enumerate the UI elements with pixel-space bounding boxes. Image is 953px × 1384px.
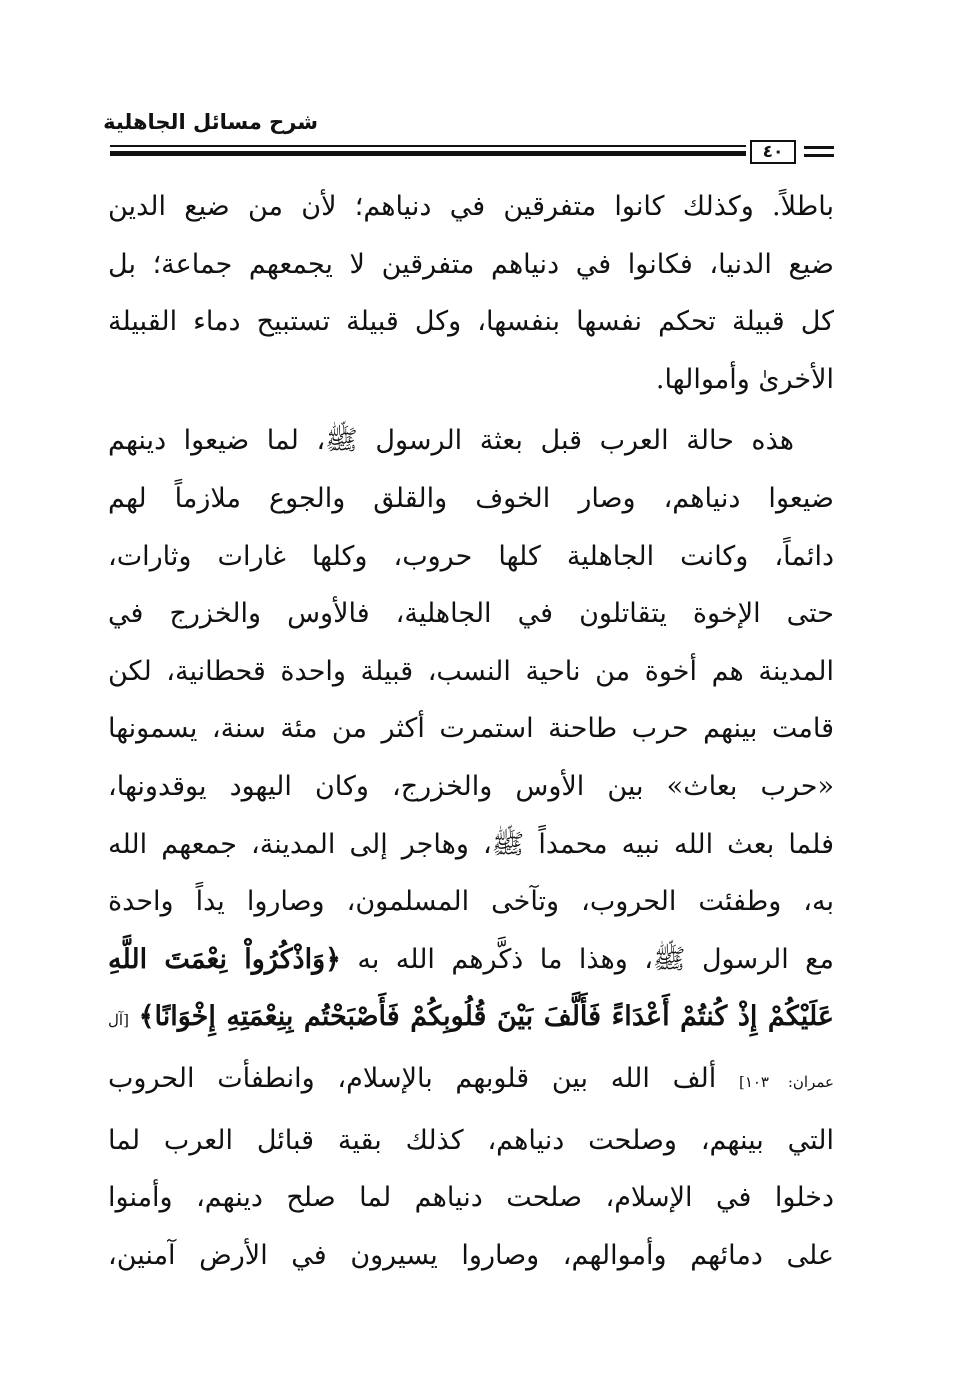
quran-verse-part-1: ﴿وَاذْكُرُواْ نِعْمَتَ اللَّهِ [108, 943, 341, 975]
text-line: التي بينهم، وصلحت دنياهم، كذلك بقية قبائل العرب لما [108, 1124, 834, 1156]
text-line: فلما بعث الله نبيه محمداً ﷺ، وهاجر إلى المدينة، جمعهم الله [108, 828, 834, 860]
page-header [103, 102, 840, 170]
text-line: باطلاً. وكذلك كانوا متفرقين في دنياهم؛ لأن من ضيع الدين [108, 191, 834, 222]
text-line: هذه حالة العرب قبل بعثة الرسول ﷺ، لما ضيعوا دينهم [108, 425, 794, 457]
text-line [108, 988, 834, 1050]
header-rule-thick [110, 151, 746, 156]
quran-verse-part-2: عَلَيْكُمْ إِذْ كُنتُمْ أَعْدَاءً فَأَلَّفَ بَيْنَ قُلُوبِكُمْ فَأَصْبَحْتُم بِنِعْمَتِهِ إِخْوَانًا﴾ [138, 1001, 834, 1033]
text-line: ضيع الدنيا، فكانوا في دنياهم متفرقين لا يجمعهم جماعة؛ بل [108, 248, 834, 280]
page-number: ٤٠ [750, 140, 796, 164]
paragraph-1 [108, 178, 834, 408]
text-line: كل قبيلة تحكم نفسها بنفسها، وكل قبيلة تستبيح دماء القبيلة [108, 306, 834, 338]
text-line: قامت بينهم حرب طاحنة استمرت أكثر من مئة سنة، يسمونها [108, 713, 834, 745]
header-dash-top [804, 146, 834, 149]
text-line [108, 1050, 834, 1112]
line-10-prefix: مع الرسول ﷺ، وهذا ما ذكَّرهم الله به [357, 943, 835, 975]
running-title: شرح مسائل الجاهلية [103, 110, 318, 134]
paragraph-2 [108, 412, 834, 1284]
text-line: «حرب بعاث» بين الأوس والخزرج، وكان اليهود يوقدونها، [108, 770, 834, 802]
text-line: الأخرىٰ وأموالها. [655, 363, 834, 395]
verse-reference-part-1: [آل [108, 1011, 129, 1030]
text-line: على دمائهم وأموالهم، وصاروا يسيرون في الأرض آمنين، [108, 1239, 834, 1271]
verse-reference-part-2: عمران: ١٠٣] [738, 1072, 834, 1091]
text-line: دخلوا في الإسلام، صلحت دنياهم لما صلح دينهم، وأمنوا [108, 1182, 834, 1214]
header-rule-thin [110, 145, 746, 147]
text-line: دائماً، وكانت الجاهلية كلها حروب، وكلها غارات وثارات، [108, 540, 834, 572]
header-dash-bottom [804, 154, 834, 157]
text-line: به، وطفئت الحروب، وتآخى المسلمون، وصاروا يداً واحدة [108, 886, 834, 918]
text-line: المدينة هم أخوة من ناحية النسب، قبيلة واحدة قحطانية، لكن [108, 655, 834, 687]
line-12-rest: ألف الله بين قلوبهم بالإسلام، وانطفأت الحروب [108, 1062, 717, 1094]
text-line: ضيعوا دنياهم، وصار الخوف والقلق والجوع ملازماً لهم [108, 482, 834, 514]
text-line [108, 931, 834, 989]
text-line: حتى الإخوة يتقاتلون في الجاهلية، فالأوس والخزرج في [108, 598, 834, 630]
body-text [108, 178, 834, 1284]
